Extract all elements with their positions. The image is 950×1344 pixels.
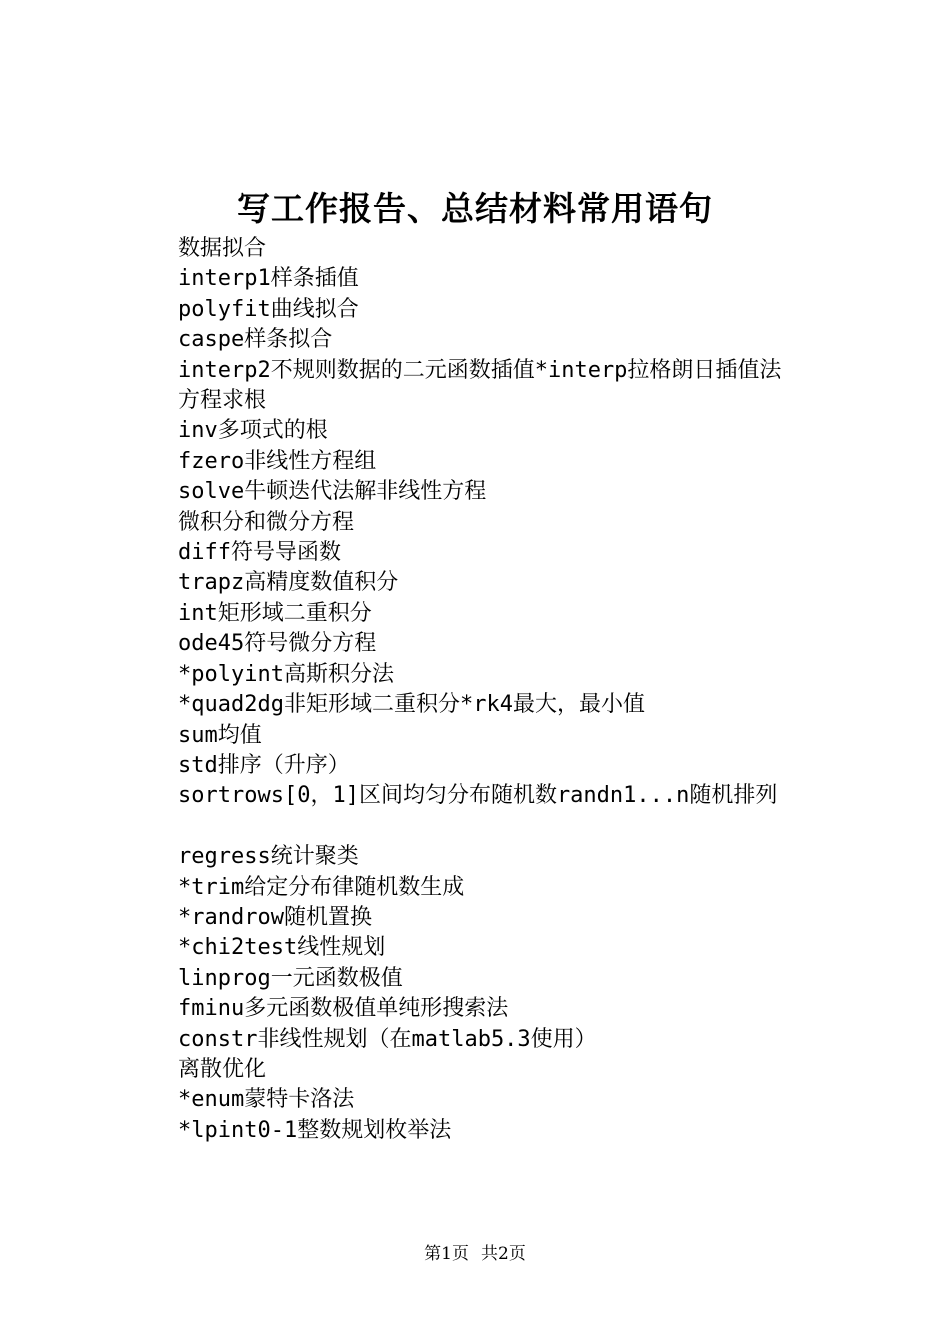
body-line: sortrows[0，1]区间均匀分布随机数randn1...n随机排列	[178, 783, 778, 809]
body-line: trapz高精度数值积分	[178, 570, 399, 596]
body-line: *polyint高斯积分法	[178, 661, 394, 687]
blank-line	[130, 812, 840, 842]
body-line: ode45符号微分方程	[178, 631, 377, 657]
body-line: *quad2dg非矩形域二重积分*rk4最大，最小值	[178, 692, 645, 718]
body-line: diff符号导函数	[178, 540, 341, 566]
body-line: constr非线性规划（在matlab5.3使用）	[178, 1026, 597, 1052]
page-number: 第1页	[424, 1244, 469, 1264]
body-line: *chi2test线性规划	[178, 935, 386, 961]
body-line: sum均值	[178, 722, 262, 748]
body-line: interp2不规则数据的二元函数插值*interp拉格朗日插值法	[178, 357, 782, 383]
page-footer	[0, 1240, 950, 1268]
page-total: 共2页	[481, 1244, 526, 1264]
body-line: *randrow随机置换	[178, 904, 372, 930]
body-line: 微积分和微分方程	[178, 509, 355, 535]
body-line: polyfit曲线拟合	[178, 296, 359, 322]
body-line: fzero非线性方程组	[178, 448, 377, 474]
body-line: solve牛顿迭代法解非线性方程	[178, 479, 487, 505]
body-line: 离散优化	[178, 1056, 267, 1082]
body-line: 数据拟合	[178, 236, 267, 261]
document-title: 写工作报告、总结材料常用语句	[237, 189, 713, 228]
body-line: fminu多元函数极值单纯形搜索法	[178, 996, 509, 1022]
body-line: linprog一元函数极值	[178, 965, 403, 991]
body-line: 方程求根	[178, 388, 267, 414]
body-line: inv多项式的根	[178, 418, 328, 444]
body-line: interp1样条插值	[178, 266, 359, 292]
body-line: caspe样条拟合	[178, 327, 333, 353]
body-line: std排序（升序）	[178, 752, 350, 778]
body-line: *enum蒙特卡洛法	[178, 1087, 355, 1113]
body-line: regress统计聚类	[178, 844, 359, 870]
body-line: int矩形域二重积分	[178, 600, 372, 626]
body-line: *trim给定分布律随机数生成	[178, 874, 465, 900]
body-line: *lpint0-1整数规划枚举法	[178, 1117, 452, 1143]
document-body	[130, 234, 840, 1146]
